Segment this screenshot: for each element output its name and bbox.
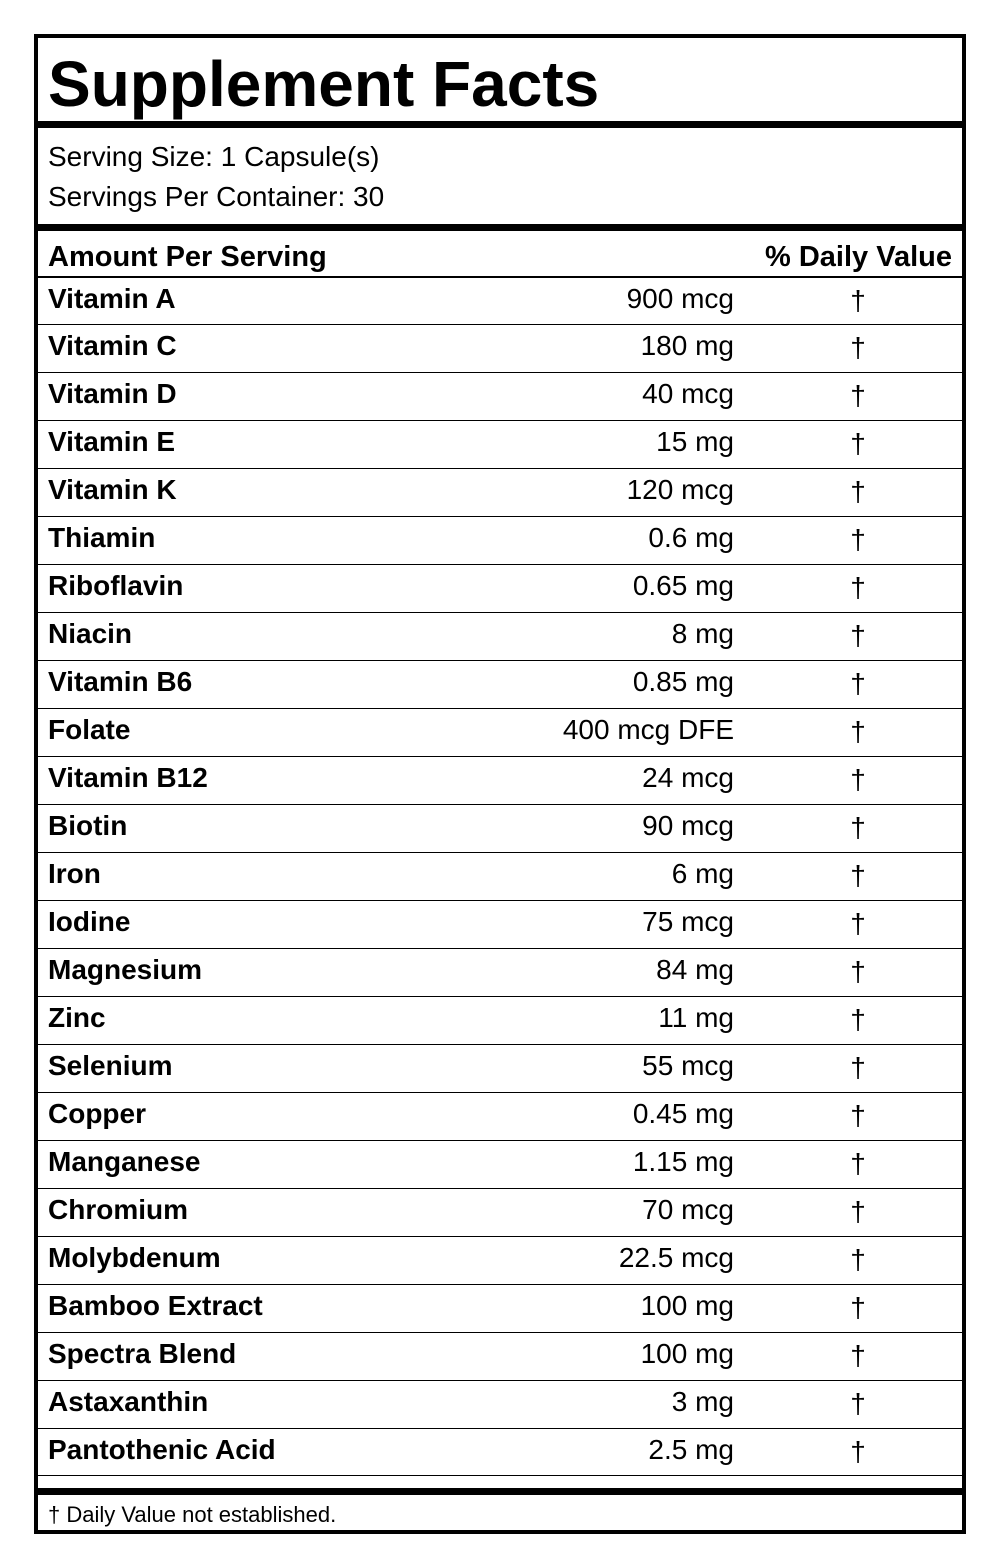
nutrient-amount: 1.15 mg (632, 1146, 734, 1177)
nutrient-row (38, 996, 962, 1044)
nutrient-name: Copper (48, 1098, 146, 1129)
nutrient-row (38, 900, 962, 948)
nutrient-amount: 6 mg (671, 858, 734, 889)
nutrient-daily-value: † (850, 572, 866, 603)
nutrient-daily-value: † (850, 668, 866, 699)
nutrient-daily-value: † (850, 1244, 866, 1275)
nutrient-row (38, 948, 962, 996)
nutrient-row (38, 516, 962, 564)
nutrient-amount: 70 mcg (642, 1194, 734, 1225)
nutrient-amount: 900 mcg (626, 283, 734, 314)
nutrient-daily-value: † (850, 428, 866, 459)
nutrient-daily-value: † (850, 716, 866, 747)
nutrient-name: Thiamin (48, 522, 156, 553)
nutrient-row (38, 708, 962, 756)
amount-per-serving-header: Amount Per Serving (48, 241, 327, 273)
nutrient-name: Zinc (48, 1002, 106, 1033)
nutrient-name: Vitamin B12 (48, 762, 208, 793)
nutrient-row (38, 612, 962, 660)
nutrient-daily-value: † (850, 1004, 866, 1035)
nutrient-amount: 84 mg (656, 954, 734, 985)
nutrient-daily-value: † (850, 1100, 866, 1131)
nutrient-daily-value: † (850, 812, 866, 843)
nutrient-daily-value: † (850, 285, 866, 316)
nutrient-name: Molybdenum (48, 1242, 221, 1273)
nutrient-row (38, 660, 962, 708)
nutrient-daily-value: † (850, 332, 866, 363)
nutrient-row (38, 756, 962, 804)
nutrient-row (38, 1380, 962, 1428)
nutrient-daily-value: † (850, 764, 866, 795)
nutrient-row (38, 1044, 962, 1092)
column-header-row (38, 236, 962, 276)
nutrient-amount: 75 mcg (642, 906, 734, 937)
nutrient-daily-value: † (850, 1388, 866, 1419)
nutrient-daily-value: † (850, 908, 866, 939)
nutrient-amount: 22.5 mcg (618, 1242, 734, 1273)
nutrient-row (38, 564, 962, 612)
nutrient-row (38, 1284, 962, 1332)
nutrient-amount: 0.85 mg (632, 666, 734, 697)
nutrient-daily-value: † (850, 1196, 866, 1227)
nutrient-name: Riboflavin (48, 570, 184, 601)
nutrient-name: Folate (48, 714, 131, 745)
nutrient-name: Vitamin D (48, 378, 177, 409)
nutrient-daily-value: † (850, 1292, 866, 1323)
nutrient-daily-value: † (850, 1436, 866, 1467)
nutrient-daily-value: † (850, 1052, 866, 1083)
nutrient-amount: 100 mg (640, 1338, 734, 1369)
panel-title: Supplement Facts (48, 48, 600, 120)
nutrient-name: Vitamin B6 (48, 666, 193, 697)
nutrient-row (38, 804, 962, 852)
nutrient-name: Magnesium (48, 954, 203, 985)
nutrient-amount: 8 mg (671, 618, 734, 649)
nutrient-amount: 180 mg (640, 330, 734, 361)
nutrient-row (38, 1140, 962, 1188)
nutrient-daily-value: † (850, 1340, 866, 1371)
nutrient-amount: 15 mg (656, 426, 734, 457)
nutrient-row (38, 1332, 962, 1380)
nutrient-row (38, 852, 962, 900)
nutrient-row (38, 420, 962, 468)
nutrient-name: Bamboo Extract (48, 1290, 263, 1321)
footnote-divider (38, 1488, 962, 1495)
nutrient-amount: 24 mcg (642, 762, 734, 793)
nutrient-daily-value: † (850, 860, 866, 891)
nutrient-row (38, 276, 962, 324)
nutrient-name: Vitamin C (48, 330, 177, 361)
nutrient-table (38, 276, 962, 1476)
nutrient-row (38, 372, 962, 420)
nutrient-daily-value: † (850, 524, 866, 555)
nutrient-name: Vitamin K (48, 474, 177, 505)
nutrient-daily-value: † (850, 380, 866, 411)
nutrient-amount: 90 mcg (642, 810, 734, 841)
nutrient-name: Manganese (48, 1146, 201, 1177)
nutrient-name: Chromium (48, 1194, 188, 1225)
nutrient-row (38, 324, 962, 372)
nutrient-row (38, 1236, 962, 1284)
nutrient-amount: 11 mg (658, 1002, 734, 1033)
nutrient-daily-value: † (850, 476, 866, 507)
nutrient-amount: 0.6 mg (648, 522, 734, 553)
supplement-facts-panel (34, 34, 966, 1534)
nutrient-row (38, 1428, 962, 1476)
nutrient-name: Selenium (48, 1050, 173, 1081)
nutrient-name: Spectra Blend (48, 1338, 237, 1369)
nutrient-amount: 100 mg (640, 1290, 734, 1321)
nutrient-daily-value: † (850, 1148, 866, 1179)
nutrient-name: Vitamin E (48, 426, 176, 457)
nutrient-name: Astaxanthin (48, 1386, 209, 1417)
nutrient-amount: 2.5 mg (648, 1434, 734, 1465)
title-divider (38, 121, 962, 128)
nutrient-row (38, 468, 962, 516)
nutrient-name: Iron (48, 858, 101, 889)
nutrient-name: Pantothenic Acid (48, 1434, 276, 1465)
nutrient-daily-value: † (850, 956, 866, 987)
nutrient-amount: 120 mcg (626, 474, 734, 505)
serving-size: Serving Size: 1 Capsule(s) (48, 141, 380, 172)
nutrient-amount: 55 mcg (642, 1050, 734, 1081)
serving-divider (38, 224, 962, 231)
nutrient-row (38, 1092, 962, 1140)
nutrient-amount: 40 mcg (642, 378, 734, 409)
nutrient-row (38, 1188, 962, 1236)
nutrient-name: Vitamin A (48, 283, 176, 314)
daily-value-header: % Daily Value (765, 241, 952, 273)
nutrient-name: Niacin (48, 618, 133, 649)
nutrient-name: Biotin (48, 810, 128, 841)
nutrient-amount: 0.45 mg (632, 1098, 734, 1129)
nutrient-name: Iodine (48, 906, 131, 937)
servings-per-container: Servings Per Container: 30 (48, 181, 385, 212)
nutrient-daily-value: † (850, 620, 866, 651)
nutrient-amount: 3 mg (671, 1386, 734, 1417)
nutrient-amount: 0.65 mg (632, 570, 734, 601)
footnote: † Daily Value not established. (48, 1502, 337, 1527)
nutrient-amount: 400 mcg DFE (562, 714, 734, 745)
